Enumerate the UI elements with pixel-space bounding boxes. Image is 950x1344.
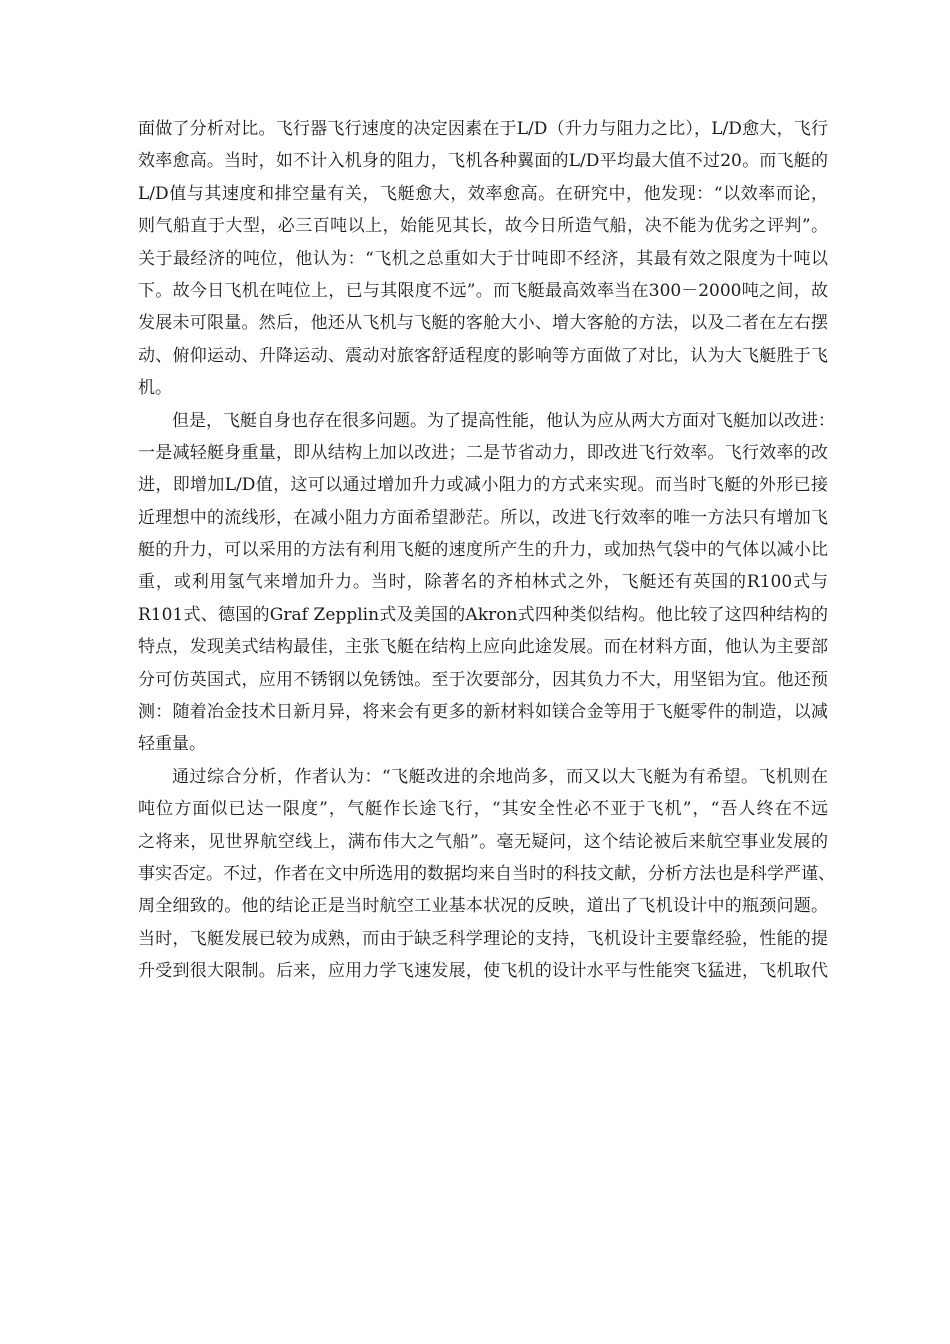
- text-line: 进，即增加L/D值，这可以通过增加升力或减小阻力的方式来实现。而当时飞艇的外形已接: [138, 475, 828, 496]
- text-line: 分可仿英国式，应用不锈钢以免锈蚀。至于次要部分，因其负力不大，用坚铝为宜。他还预: [138, 669, 828, 690]
- text-line: 机。: [138, 378, 172, 399]
- text-line: 当时，飞艇发展已较为成熟，而由于缺乏科学理论的支持，飞机设计主要靠经验，性能的提: [138, 928, 828, 949]
- text-line: 特点，发现美式结构最佳，主张飞艇在结构上应向此途发展。而在材料方面，他认为主要部: [138, 637, 828, 658]
- text-line: 事实否定。不过，作者在文中所选用的数据均来自当时的科技文献，分析方法也是科学严谨、: [138, 863, 835, 884]
- text-line: 一是减轻艇身重量，即从结构上加以改进；二是节省动力，即改进飞行效率。飞行效率的改: [138, 442, 828, 463]
- text-line: 效率愈高。当时，如不计入机身的阻力，飞机各种翼面的L/D平均最大值不过20。而飞艇的: [138, 151, 828, 172]
- text-line: 动、俯仰运动、升降运动、震动对旅客舒适程度的影响等方面做了对比，认为大飞艇胜于飞: [138, 345, 828, 366]
- text-line: 之将来，见世界航空线上，满布伟大之气船”。毫无疑问，这个结论被后来航空事业发展的: [138, 831, 828, 852]
- paragraph-first-line: 通过综合分析，作者认为：“飞艇改进的余地尚多，而又以大飞艇为有希望。飞机则在: [172, 766, 828, 787]
- text-line: 发展未可限量。然后，他还从飞机与飞艇的客舱大小、增大客舱的方法，以及二者在左右摆: [138, 313, 828, 334]
- text-line: 升受到很大限制。后来，应用力学飞速发展，使飞机的设计水平与性能突飞猛进，飞机取代: [138, 961, 828, 982]
- text-line: 则气船直于大型，必三百吨以上，始能见其长，故今日所造气船，决不能为优劣之评判”。: [138, 216, 828, 237]
- text-line: 重，或利用氢气来增加升力。当时，除著名的齐柏林式之外，飞艇还有英国的R100式与: [138, 572, 828, 593]
- text-line: L/D值与其速度和排空量有关，飞艇愈大，效率愈高。在研究中，他发现：“以效率而论，: [138, 183, 828, 204]
- text-line: 近理想中的流线形，在减小阻力方面希望渺茫。所以，改进飞行效率的唯一方法只有增加飞: [138, 507, 828, 528]
- text-line: 面做了分析对比。飞行器飞行速度的决定因素在于L/D（升力与阻力之比），L/D愈大，飞行: [138, 119, 828, 139]
- text-line: 关于最经济的吨位，他认为：“飞机之总重如大于廿吨即不经济，其最有效之限度为十吨以: [138, 248, 828, 269]
- text-line: 测：随着冶金技术日新月异，将来会有更多的新材料如镁合金等用于飞艇零件的制造，以减: [138, 702, 828, 723]
- text-line: 艇的升力，可以采用的方法有利用飞艇的速度所产生的升力，或加热气袋中的气体以减小比: [138, 540, 828, 561]
- text-line: 吨位方面似已达一限度”，气艇作长途飞行，“其安全性必不亚于飞机”，“吾人终在不远: [138, 799, 828, 820]
- document-body-text: [138, 113, 835, 988]
- text-line: 周全细致的。他的结论正是当时航空工业基本状况的反映，道出了飞机设计中的瓶颈问题。: [138, 896, 828, 917]
- text-line: 下。故今日飞机在吨位上，已与其限度不远”。而飞艇最高效率当在300－2000吨之间，故: [138, 280, 828, 301]
- text-line: 轻重量。: [138, 734, 206, 755]
- text-line: R101式、德国的Graf Zepplin式及美国的Akron式四种类似结构。他比较了这四种结构的: [138, 604, 828, 625]
- paragraph-first-line: 但是，飞艇自身也存在很多问题。为了提高性能，他认为应从两大方面对飞艇加以改进：: [172, 410, 835, 431]
